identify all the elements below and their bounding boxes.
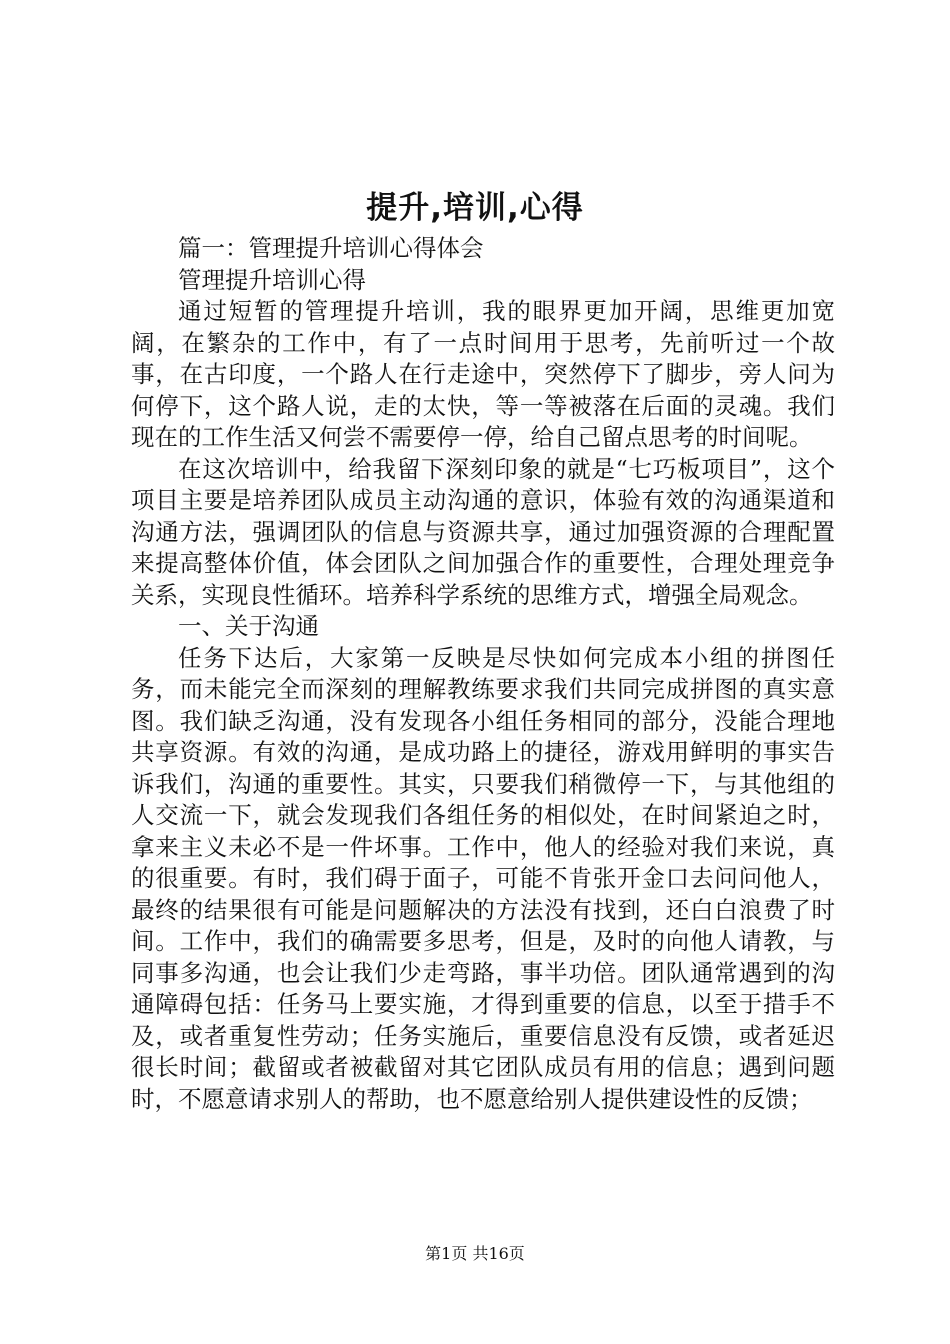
paragraph-intro: 通过短暂的管理提升培训，我的眼界更加开阔，思维更加宽阔，在繁杂的工作中，有了一点时间用于思考，先前听过一个故事，在古印度，一个路人在行走途中，突然停下了脚步，旁人问为何停下，这个路人说，走的太快，等一等被落在后面的灵魂。我们现在的工作生活又何尝不需要停一停，给自己留点思考的时间呢。 bbox=[131, 297, 835, 451]
paragraph-subtitle: 管理提升培训心得 bbox=[178, 265, 366, 294]
page-footer: 第1页 共16页 bbox=[425, 1244, 525, 1263]
paragraph-subheading-communication: 一、关于沟通 bbox=[178, 612, 319, 640]
paragraph-project: 在这次培训中，给我留下深刻印象的就是“七巧板项目”，这个项目主要是培养团队成员主动沟通的意识，体验有效的沟通渠道和沟通方法，强调团队的信息与资源共享，通过加强资源的合理配置来提高整体价值，体会团队之间加强合作的重要性，合理处理竞争关系，实现良性循环。培养科学系统的思维方式，增强全局观念。 bbox=[131, 454, 835, 609]
paragraph-section-heading: 篇一：管理提升培训心得体会 bbox=[178, 234, 484, 262]
document-title: 提升,培训,心得 bbox=[366, 190, 584, 226]
paragraph-communication: 任务下达后，大家第一反映是尽快如何完成本小组的拼图任务，而未能完全而深刻的理解教练要求我们共同完成拼图的真实意图。我们缺乏沟通，没有发现各小组任务相同的部分，没能合理地共享资源。有效的沟通，是成功路上的捷径，游戏用鲜明的事实告诉我们，沟通的重要性。其实，只要我们稍微停一下，与其他组的人交流一下，就会发现我们各组任务的相似处，在时间紧迫之时，拿来主义未必不是一件坏事。工作中，他人的经验对我们来说，真的很重要。有时，我们碍于面子，可能不肯张开金口去问问他人，最终的结果很有可能是问题解决的方法没有找到，还白白浪费了时间。工作中，我们的确需要多思考，但是，及时的向他人请教，与同事多沟通，也会让我们少走弯路，事半功倍。团队通常遇到的沟通障碍包括：任务马上要实施，才得到重要的信息，以至于措手不及，或者重复性劳动；任务实施后，重要信息没有反馈，或者延迟很长时间；截留或者被截留对其它团队成员有用的信息；遇到问题时，不愿意请求别人的帮助，也不愿意给别人提供建设性的反馈； bbox=[131, 643, 835, 1113]
document-body bbox=[131, 233, 835, 1115]
